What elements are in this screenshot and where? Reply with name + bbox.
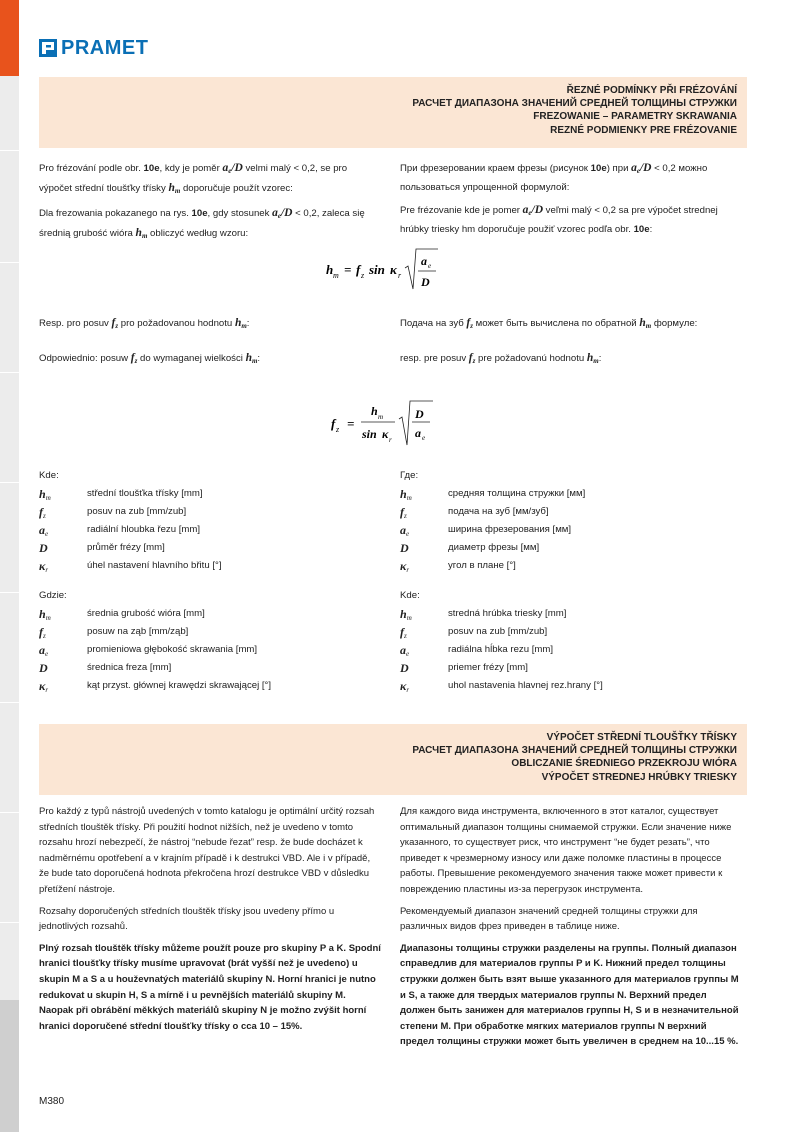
definition-row: $f_z$ posuv na zub [mm/zub] [400,625,548,640]
svg-text:a: a [415,426,421,440]
chip-thickness-text-cz [39,804,381,1040]
header-title-sk: REZNÉ PODMIENKY PRE FRÉZOVANIE [550,124,737,136]
formula-mean-chip-thickness [320,245,450,295]
header-title-ru: РАСЧЕТ ДИАПАЗОНА ЗНАЧЕНИЙ СРЕДНЕЙ ТОЛЩИНЫ СТРУЖКИ [412,745,737,757]
resp-sk: resp. pre posuv $f_z$ pre požadovanú hodnotu $h_m$: [400,352,602,365]
svg-text:r: r [389,436,392,444]
side-tick [0,702,19,703]
resp-cz: Resp. pro posuv $f_z$ pro požadovanou hodnotu $h_m$: [39,317,250,330]
paragraph-bold: Plný rozsah tlouštěk třísky můžeme použít pouze pro skupiny P a K. Spodní hranici tloušťky třísky musíme upravovat (brát vyšší než je uvedeno) u skupin M a S a u houževnatých materiálů skupiny N. Horní hranici je nutno redukovat u skupin H, S a mírně i u pevnějších materiálů skupiny M. Naopak při obrábění měkkých materiálů skupiny N je možno zvýšit horní hranici doporučené střední tloušťky třísky o cca 10 – 15%. [39,942,381,1032]
side-tab-lower [0,1000,19,1132]
brand-logo [39,38,148,58]
definitions-heading: Gdzie: [39,590,67,601]
paragraph: Для каждого вида инструмента, включенного в этот каталог, существует оптимальный диапазон толщины снимаемой стружки. Если значение ниже указанного, то существует риск, что инструмент “не будет резать”, что приведет к чрезмерному износу или даже поломке пластины в процессе работы. Превышение рекомендуемого значения также может привести к повреждению пластины из-за перегрузок инструмента. [400,806,732,895]
resp-ru: Подача на зуб $f_z$ может быть вычислена по обратной $h_m$ формуле: [400,317,698,330]
svg-text:f: f [356,262,361,277]
svg-text:=: = [347,416,355,431]
side-tick [0,372,19,373]
brand-name: PRAMET [61,36,149,59]
definition-row: $\kappa_r$ úhel nastavení hlavního břitu [°] [39,559,222,574]
intro-right-column [400,160,742,244]
svg-text:e: e [428,262,432,270]
svg-text:sin: sin [362,427,377,441]
side-tick [0,812,19,813]
section-header-chip-thickness [39,724,747,795]
definition-row: $f_z$ подача на зуб [мм/зуб] [400,505,549,520]
section-header-cutting-conditions [39,77,747,148]
svg-text:z: z [361,271,365,280]
definition-row: $h_m$ средняя толщина стружки [мм] [400,487,586,502]
side-tab-strip [0,0,19,1132]
svg-text:f: f [331,416,336,431]
paragraph-bold: Диапазоны толщины стружки разделены на группы. Полный диапазон справедлив для материалов группы P и K. Нижний предел толщины стружки должен быть взят выше указанного для материалов группы M и S, а также для твердых материалов группы N. Верхний предел должен быть занижен для материалов группы H, S и в незначительной степени M. При обработке мягких материалов группы N верхний предел толщины стружки может быть увеличен в среднем на 10...15 %. [400,942,739,1048]
definition-row: D priemer frézy [mm] [400,661,528,675]
definitions-pl [39,587,379,695]
chip-thickness-text-ru [400,804,742,1056]
definitions-heading: Kde: [400,590,420,601]
definition-row: $\kappa_r$ kąt przyst. głównej krawędzi skrawającej [°] [39,679,272,694]
paragraph: Pro každý z typů nástrojů uvedených v tomto katalogu je optimální určitý rozsah středních tlouštěk třísky. Při použití hodnot nižších, než je uvedeno v tomto rozsahu hrozí nebezpečí, že nástroj “nebude řezat” resp. že bude docházet k nadměrnému opotřebení a v krajním případě i k destrukci VBD. Ale i v případě, že bude tato doporučená hodnota překročena hrozí destrukce VBD v důsledku přetížení nástroje. [39,806,375,895]
svg-text:m: m [378,413,384,421]
definition-row: $a_e$ ширина фрезерования [мм] [400,523,572,538]
header-title-cz: VÝPOČET STŘEDNÍ TLOUŠŤKY TŘÍSKY [546,732,737,743]
pramet-logo-icon [39,39,57,57]
definitions-heading: Где: [400,470,419,481]
svg-text:z: z [336,425,340,434]
side-tick [0,922,19,923]
header-title-sk: VÝPOČET STREDNEJ HRÚBKY TRIESKY [541,771,737,783]
svg-text:a: a [421,254,427,268]
side-tick [0,482,19,483]
intro-sk: Pre frézovanie kde je pomer $a_e/D$ veľmi malý < 0,2 sa pre výpočet strednej hrúbky triesky hm doporučuje použiť vzorec podľa obr. 10e: [400,204,718,235]
definition-row: $a_e$ radiálna hĺbka rezu [mm] [400,643,554,658]
side-tick [0,150,19,151]
definitions-sk [400,587,740,695]
definition-row: $h_m$ średnia grubość wióra [mm] [39,607,205,622]
formula-feed-per-tooth [325,397,440,449]
definitions-heading: Kde: [39,470,59,481]
svg-text:m: m [333,271,339,280]
svg-text:h: h [326,262,334,277]
definitions-cz [39,467,379,575]
definition-row: $h_m$ stredná hrúbka triesky [mm] [400,607,567,622]
definition-row: $a_e$ radiální hloubka řezu [mm] [39,523,201,538]
intro-left-column [39,160,381,250]
svg-text:D: D [415,407,424,421]
definition-row: $a_e$ promieniowa głębokość skrawania [mm] [39,643,258,658]
paragraph: Rozsahy doporučených středních tlouštěk třísky jsou uvedeny přímo u jednotlivých rozsahů. [39,905,335,933]
svg-text:h: h [371,404,378,418]
definition-row: D průměr frézy [mm] [39,541,165,555]
header-title-pl: FREZOWANIE – PARAMETRY SKRAWANIA [533,111,737,123]
definition-row: D średnica freza [mm] [39,661,172,675]
paragraph: Рекомендуемый диапазон значений средней толщины стружки для различных видов фрез приведен в таблице ниже. [400,905,698,933]
page-number: M380 [39,1096,65,1107]
svg-text:sin: sin [369,262,385,277]
side-tick [0,592,19,593]
svg-text:e: e [422,434,426,442]
svg-text:=: = [344,262,352,277]
intro-ru: При фрезеровании краем фрезы (рисунок 10e) при $a_e/D < 0,2$ можно пользоваться упрощенной формулой: [400,162,708,193]
definition-row: $\kappa_r$ угол в плане [°] [400,559,516,574]
definitions-ru [400,467,740,575]
definition-row: $h_m$ střední tloušťka třísky [mm] [39,487,203,502]
header-title-ru: РАСЧЕТ ДИАПАЗОНА ЗНАЧЕНИЙ СРЕДНЕЙ ТОЛЩИНЫ СТРУЖКИ [412,98,737,110]
header-title-pl: OBLICZANIE ŚREDNIEGO PRZEKROJU WIÓRA [511,758,737,770]
svg-text:κ: κ [390,262,397,277]
svg-text:κ: κ [382,427,389,441]
svg-text:D: D [421,275,430,289]
header-title-cz: ŘEZNÉ PODMÍNKY PŘI FRÉZOVÁNÍ [566,85,737,96]
intro-pl: Dla frezowania pokazanego na rys. 10e, gdy stosunek $a_e/D < 0,2$, zaleca się średnią grubość wióra $h_m$ obliczyć według wzoru: [39,207,365,240]
definition-row: $f_z$ posuv na zub [mm/zub] [39,505,187,520]
definition-row: D диаметр фрезы [мм] [400,541,540,555]
side-tab-active [0,0,19,76]
side-tick [0,262,19,263]
svg-text:r: r [398,271,402,280]
resp-pl: Odpowiednio: posuw $f_z$ do wymaganej wielkości $h_m$: [39,352,261,365]
definition-row: $\kappa_r$ uhol nastavenia hlavnej rez.hrany [°] [400,679,603,694]
intro-cz: Pro frézování podle obr. 10e, kdy je poměr $a_e/D$ velmi malý < 0,2, se pro výpočet střední tloušťky třísky $h_m$ doporučuje použít vzorec: [39,162,348,195]
definition-row: $f_z$ posuw na ząb [mm/ząb] [39,625,189,640]
